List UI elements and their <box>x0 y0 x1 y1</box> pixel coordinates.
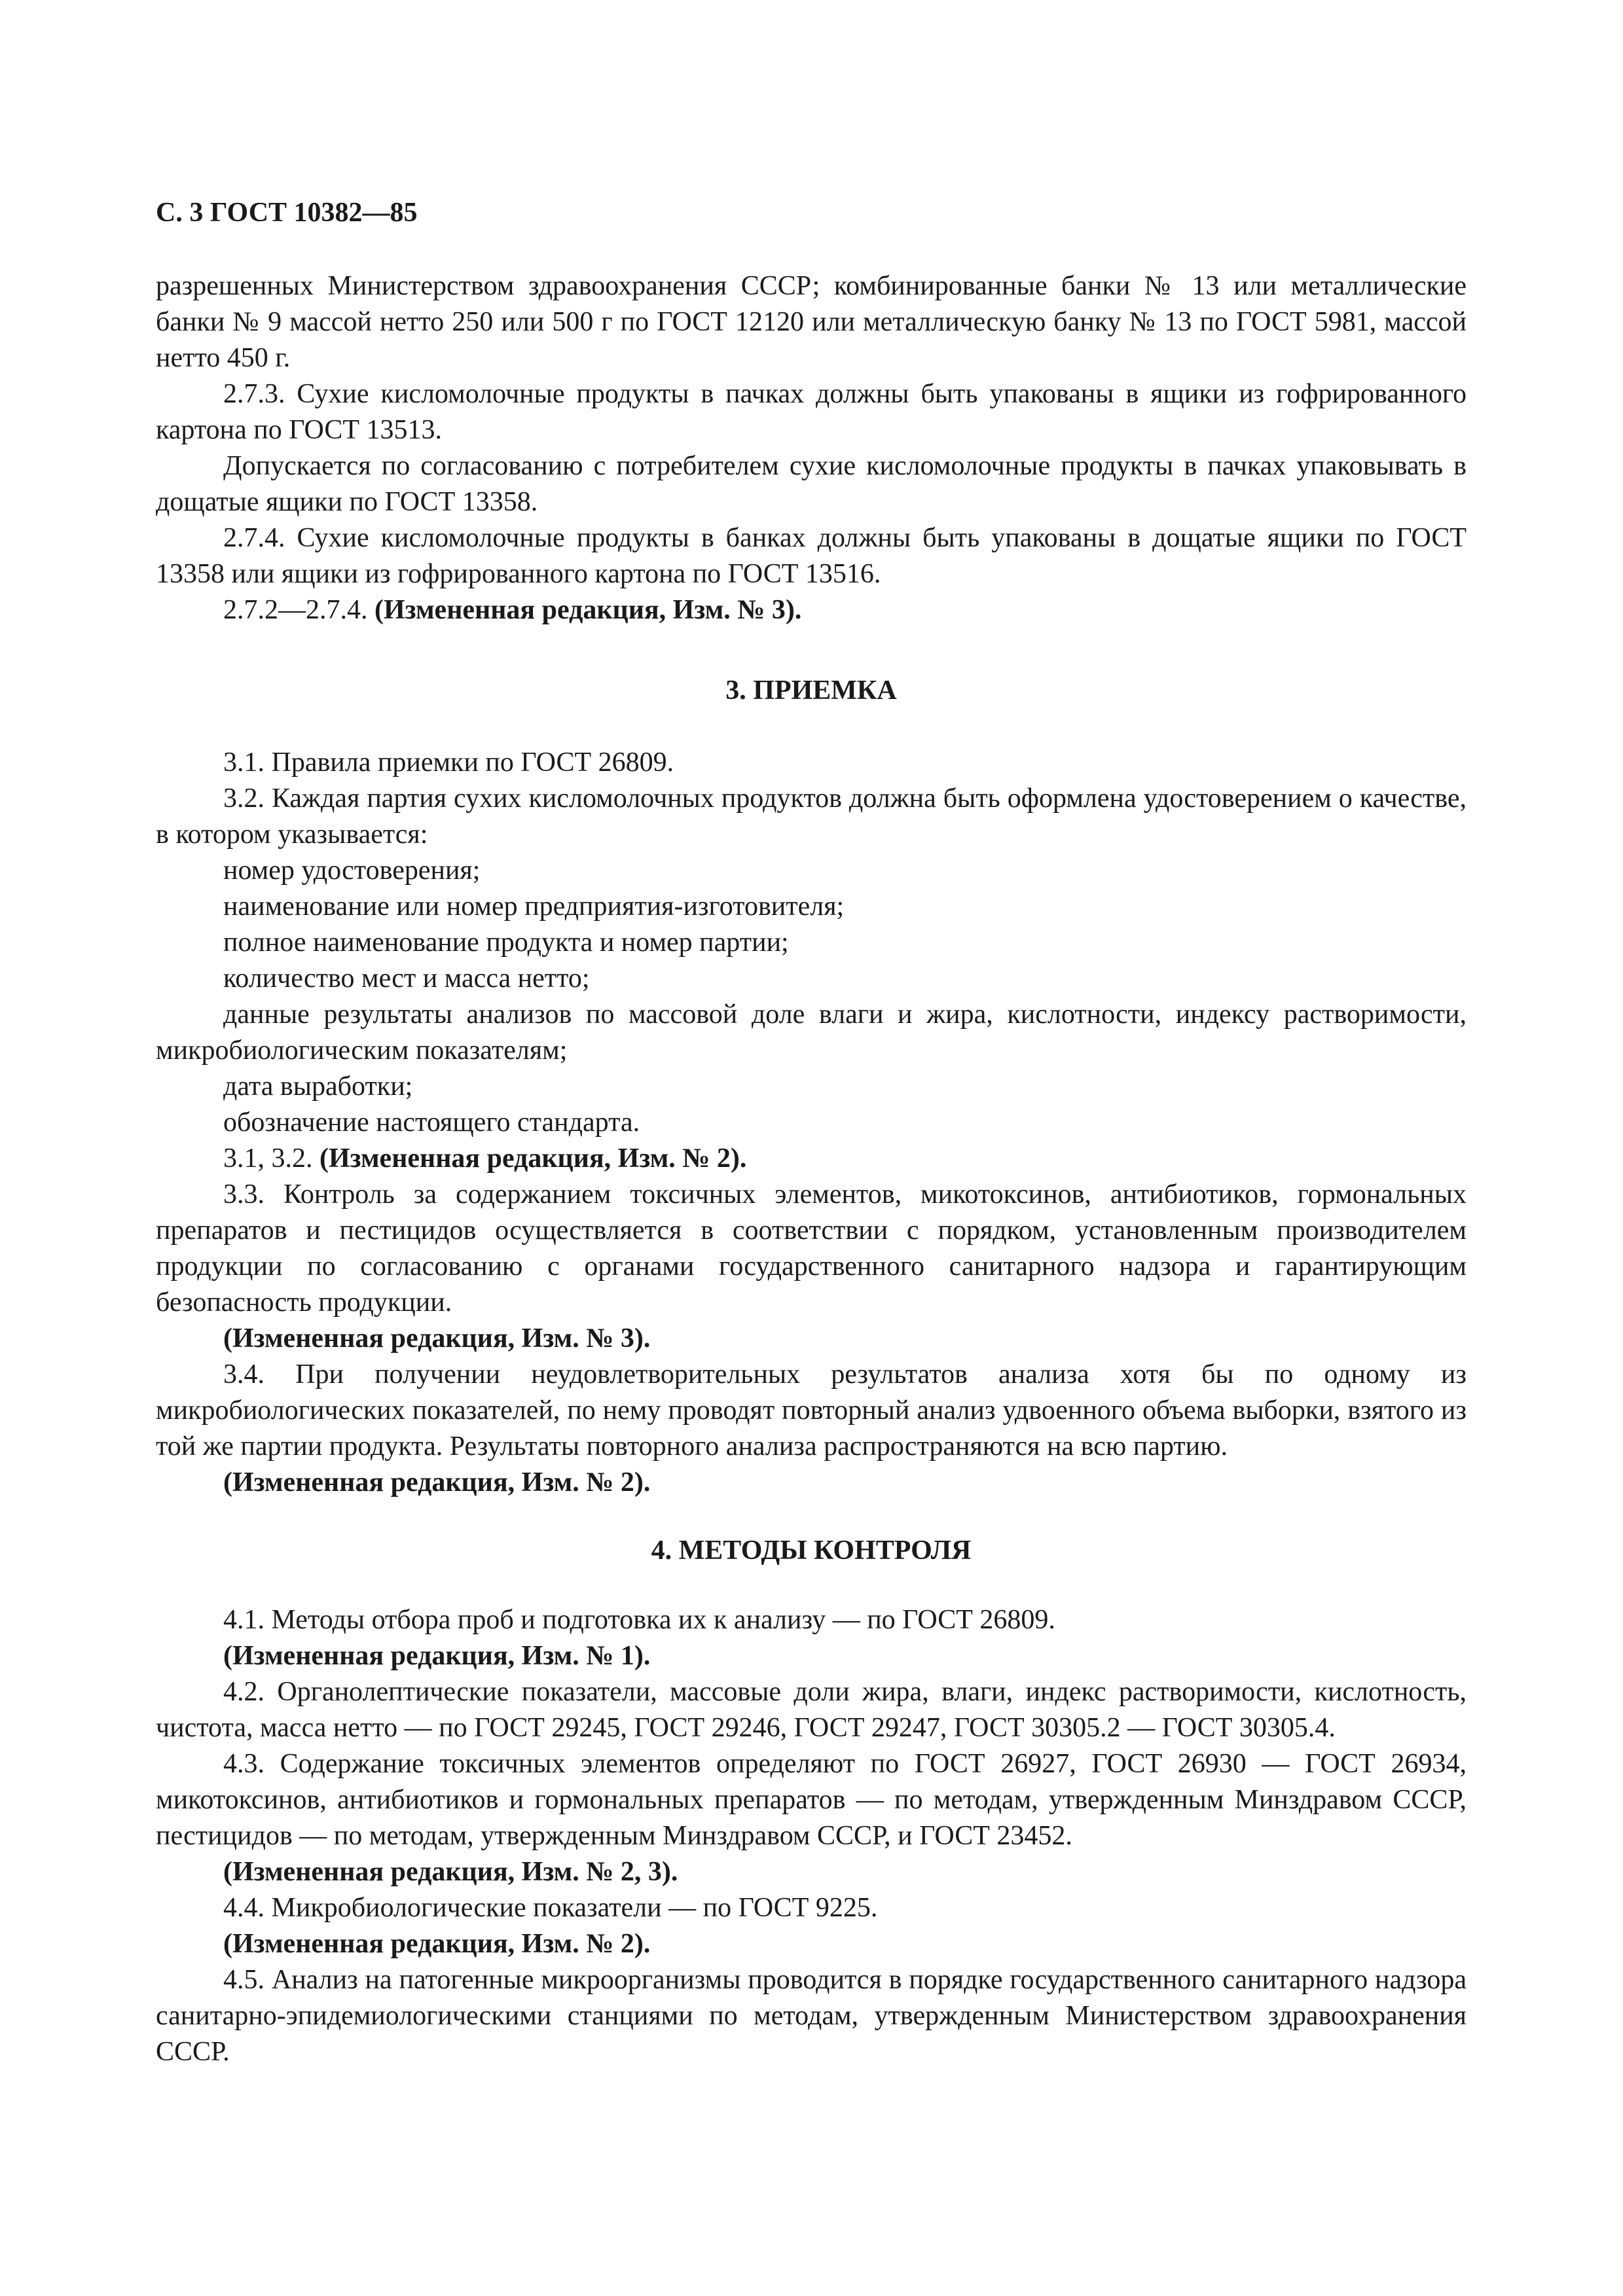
paragraph-3-1: 3.1. Правила приемки по ГОСТ 26809. <box>223 747 674 778</box>
note-prefix: 2.7.2—2.7.4. <box>223 595 374 625</box>
section-3-body <box>156 745 1467 1501</box>
note-prefix: 3.1, 3.2. <box>223 1143 319 1174</box>
section-2-continuation <box>156 268 1467 628</box>
list-item: полное наименование продукта и номер партии; <box>223 927 789 958</box>
list-item: данные результаты анализов по массовой доле влаги и жира, кислотности, индексу растворимости, микробиологическим показателям; <box>156 999 1467 1066</box>
section-4-body <box>156 1602 1467 2070</box>
paragraph-4-2: 4.2. Органолептические показатели, массовые доли жира, влаги, индекс растворимости, кислотность, чистота, масса нетто — по ГОСТ 29245, ГОСТ 29246, ГОСТ 29247, ГОСТ 30305.2 — ГОСТ 30305.4. <box>156 1677 1467 1743</box>
list-item: дата выработки; <box>223 1071 413 1102</box>
amendment-note: (Измененная редакция, Изм. № 2). <box>223 1467 651 1498</box>
paragraph-3-2: 3.2. Каждая партия сухих кисломолочных продуктов должна быть оформлена удостоверением о качестве, в котором указывается: <box>156 783 1467 850</box>
amendment-note: (Измененная редакция, Изм. № 1). <box>223 1641 651 1671</box>
amendment-note <box>156 1141 1467 1177</box>
paragraph-2-7-3: 2.7.3. Сухие кисломолочные продукты в пачках должны быть упакованы в ящики из гофрированного картона по ГОСТ 13513. <box>156 379 1467 445</box>
amendment-note: (Измененная редакция, Изм. № 2, 3). <box>223 1857 678 1887</box>
note-bold: (Измененная редакция, Изм. № 2). <box>319 1143 747 1174</box>
paragraph-3-3: 3.3. Контроль за содержанием токсичных элементов, микотоксинов, антибиотиков, гормональных препаратов и пестицидов осуществляется в соответствии с порядком, установленным производителем продукции по согласованию с органами государственного санитарного надзора и гарантирующим безопасность продукции. <box>156 1179 1467 1318</box>
list-item: обозначение настоящего стандарта. <box>223 1107 640 1138</box>
list-item: количество мест и масса нетто; <box>223 963 590 994</box>
section-4-title: 4. МЕТОДЫ КОНТРОЛЯ <box>651 1535 972 1566</box>
amendment-note: (Измененная редакция, Изм. № 2). <box>223 1929 651 1959</box>
list-item: наименование или номер предприятия-изготовителя; <box>223 891 845 922</box>
paragraph-3-4: 3.4. При получении неудовлетворительных результатов анализа хотя бы по одному из микробиологических показателей, по нему проводят повторный анализ удвоенного объема выборки, взятого из той же партии продукта. Результаты повторного анализа распространяются на всю партию. <box>156 1359 1467 1462</box>
paragraph-4-1: 4.1. Методы отбора проб и подготовка их к анализу — по ГОСТ 26809. <box>223 1605 1055 1635</box>
section-3-title: 3. ПРИЕМКА <box>725 675 897 706</box>
page-header: С. 3 ГОСТ 10382—85 <box>156 198 418 228</box>
paragraph-2-7-4: 2.7.4. Сухие кисломолочные продукты в банках должны быть упакованы в дощатые ящики по ГОСТ 13358 или ящики из гофрированного картона по ГОСТ 13516. <box>156 523 1467 589</box>
paragraph: разрешенных Министерством здравоохранения СССР; комбинированные банки № 13 или металлические банки № 9 массой нетто 250 или 500 г по ГОСТ 12120 или металлическую банку № 13 по ГОСТ 5981, массой нетто 450 г. <box>156 271 1467 373</box>
amendment-note: (Измененная редакция, Изм. № 3). <box>223 1323 651 1354</box>
amendment-note <box>156 592 1467 628</box>
paragraph: Допускается по согласованию с потребителем сухие кисломолочные продукты в пачках упаковывать в дощатые ящики по ГОСТ 13358. <box>156 451 1467 517</box>
list-item: номер удостоверения; <box>223 855 481 886</box>
paragraph-4-5: 4.5. Анализ на патогенные микроорганизмы проводится в порядке государственного санитарного надзора санитарно-эпидемиологическими станциями по методам, утвержденным Министерством здравоохранения СССР. <box>156 1965 1467 2067</box>
note-bold: (Измененная редакция, Изм. № 3). <box>374 595 802 625</box>
paragraph-4-3: 4.3. Содержание токсичных элементов определяют по ГОСТ 26927, ГОСТ 26930 — ГОСТ 26934, микотоксинов, антибиотиков и гормональных препаратов — по методам, утвержденным Минздравом СССР, пестицидов — по методам, утвержденным Минздравом СССР, и ГОСТ 23452. <box>156 1749 1467 1851</box>
paragraph-4-4: 4.4. Микробиологические показатели — по ГОСТ 9225. <box>223 1893 878 1923</box>
